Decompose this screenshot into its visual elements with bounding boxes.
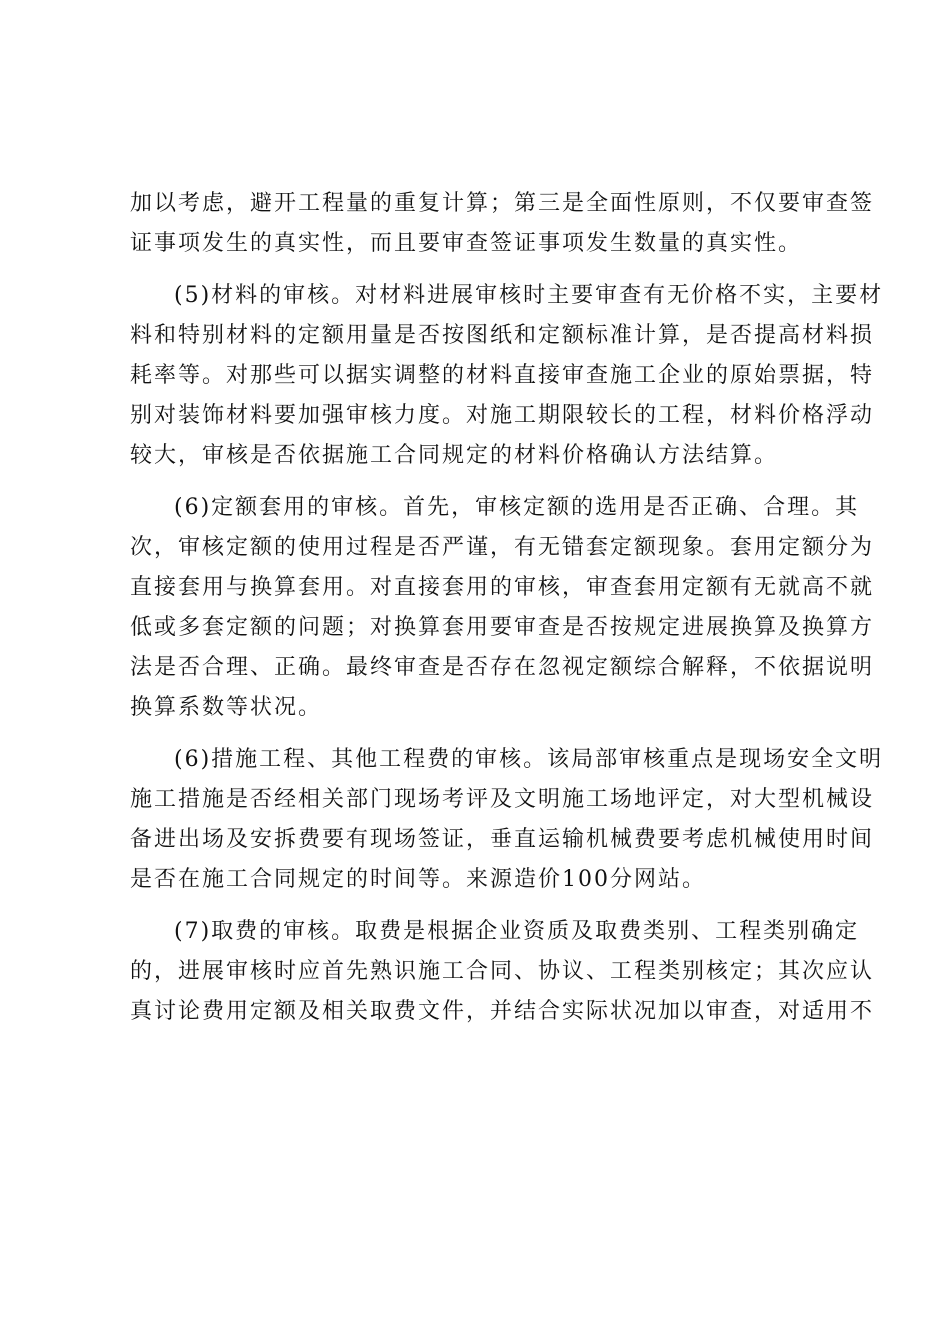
text-line: 的，进展审核时应首先熟识施工合同、协议、工程类别核定；其次应认 bbox=[130, 959, 875, 984]
paragraph bbox=[130, 488, 875, 728]
text-line: (5)材料的审核。对材料进展审核时主要审查有无价格不实，主要材 bbox=[174, 283, 884, 308]
text-line: 施工措施是否经相关部门现场考评及文明施工场地评定，对大型机械设 bbox=[130, 787, 875, 812]
text-line: 是否在施工合同规定的时间等。来源造价100分网站。 bbox=[130, 867, 706, 892]
text-line: (6)定额套用的审核。首先，审核定额的选用是否正确、合理。其 bbox=[174, 495, 860, 520]
text-line: 料和特别材料的定额用量是否按图纸和定额标准计算，是否提高材料损 bbox=[130, 323, 875, 348]
text-line: (6)措施工程、其他工程费的审核。该局部审核重点是现场安全文明 bbox=[174, 747, 884, 772]
paragraph-gap bbox=[130, 728, 830, 740]
text-line: 证事项发生的真实性，而且要审查签证事项发生数量的真实性。 bbox=[130, 231, 803, 256]
paragraph bbox=[130, 184, 875, 264]
text-line: (7)取费的审核。取费是根据企业资质及取费类别、工程类别确定 bbox=[174, 919, 860, 944]
text-line: 次，审核定额的使用过程是否严谨，有无错套定额现象。套用定额分为 bbox=[130, 535, 875, 560]
paragraph bbox=[130, 276, 884, 476]
paragraph-gap bbox=[130, 264, 830, 276]
text-line: 加以考虑，避开工程量的重复计算；第三是全面性原则，不仅要审查签 bbox=[130, 191, 875, 216]
paragraph-gap bbox=[130, 476, 830, 488]
text-line: 低或多套定额的问题；对换算套用要审查是否按规定进展换算及换算方 bbox=[130, 615, 875, 640]
text-line: 较大，审核是否依据施工合同规定的材料价格确认方法结算。 bbox=[130, 443, 779, 468]
text-line: 别对装饰材料要加强审核力度。对施工期限较长的工程，材料价格浮动 bbox=[130, 403, 875, 428]
text-line: 真讨论费用定额及相关取费文件，并结合实际状况加以审查，对适用不 bbox=[130, 999, 875, 1024]
text-line: 法是否合理、正确。最终审查是否存在忽视定额综合解释，不依据说明 bbox=[130, 655, 875, 680]
text-line: 耗率等。对那些可以据实调整的材料直接审查施工企业的原始票据，特 bbox=[130, 363, 875, 388]
text-line: 备进出场及安拆费要有现场签证，垂直运输机械费要考虑机械使用时间 bbox=[130, 827, 875, 852]
paragraph-gap bbox=[130, 900, 830, 912]
paragraph bbox=[130, 740, 884, 900]
text-line: 直接套用与换算套用。对直接套用的审核，审查套用定额有无就高不就 bbox=[130, 575, 875, 600]
document-body bbox=[130, 184, 884, 1032]
paragraph bbox=[130, 912, 875, 1032]
text-line: 换算系数等状况。 bbox=[130, 695, 323, 720]
